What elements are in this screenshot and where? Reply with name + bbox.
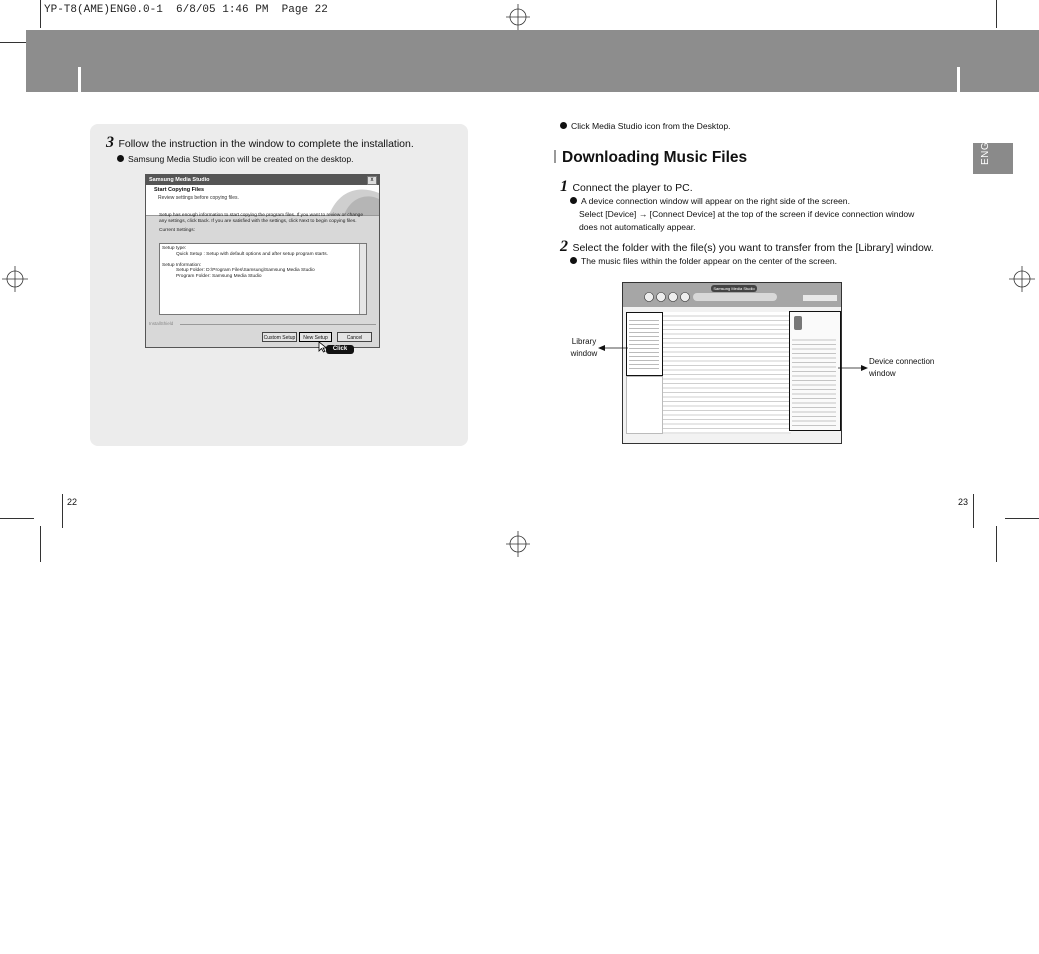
custom-setup-button[interactable]: Custom Setup [262, 332, 297, 342]
heading-bar [554, 150, 556, 163]
crop-mark [1005, 518, 1039, 519]
click-badge: Click [326, 345, 354, 354]
dialog-message: Setup has enough information to start copying the program files. If you want to review or change any settings, click Back. If you are satisfied with the settings, click Next to begin copying files. [159, 213, 363, 224]
section-heading [554, 149, 747, 167]
intro-bullet [560, 120, 731, 133]
settings-line: Setup type: [162, 246, 187, 251]
language-tab [973, 143, 1013, 174]
device-connection-window [789, 311, 841, 431]
library-tree [629, 317, 659, 372]
registration-mark-icon [506, 531, 530, 557]
dialog-header [146, 185, 379, 216]
bullet-icon [570, 257, 577, 264]
media-studio-screenshot [622, 282, 842, 444]
settings-line: Setup Folder: D:\Program Files\Samsung\Samsung Media Studio [176, 268, 315, 274]
crop-mark [0, 518, 34, 519]
library-label-line: Library [571, 337, 597, 346]
step-number: 3 [106, 134, 114, 151]
media-studio-toolbar [623, 283, 841, 307]
settings-line: Program Folder: Samsung Media Studio [176, 274, 262, 280]
header-banner [26, 30, 1039, 92]
step-3-bullet [117, 153, 353, 166]
step-number: 1 [560, 178, 568, 195]
dialog-title: Samsung Media Studio [146, 175, 379, 185]
device-file-list [792, 336, 836, 426]
crop-mark [40, 526, 41, 562]
print-header: YP-T8(AME)ENG0.0-1 6/8/05 1:46 PM Page 22 [44, 4, 328, 16]
cancel-button[interactable]: Cancel [337, 332, 372, 342]
player-icon [794, 316, 802, 330]
step-text: Follow the instruction in the window to complete the installation. [118, 138, 414, 150]
media-studio-title: Samsung Media Studio [711, 285, 757, 292]
heading-text: Downloading Music Files [562, 149, 748, 166]
arrow-right-icon [838, 364, 868, 372]
bullet-icon [560, 122, 567, 129]
banner-tick [78, 67, 81, 92]
crop-mark [996, 526, 997, 562]
library-window [626, 312, 663, 376]
search-box [803, 295, 837, 301]
page-number-left: 22 [67, 497, 78, 507]
step-1-bullets [570, 195, 914, 234]
crop-mark [996, 0, 997, 28]
arrow-left-icon [598, 344, 628, 352]
settings-line: Setup Information: [162, 262, 202, 268]
step-2-bullet [570, 255, 837, 268]
bullet-icon [117, 155, 124, 162]
step-2 [560, 238, 934, 256]
step-number: 2 [560, 238, 568, 255]
page-number-rule [973, 494, 974, 528]
device-label-line: window [869, 369, 896, 378]
close-icon[interactable]: x [367, 176, 377, 185]
library-label-line: window [570, 349, 598, 358]
bullet-text: Click Media Studio icon from the Desktop. [571, 121, 731, 131]
installshield-brand: InstallShield [149, 321, 174, 326]
device-label-line: Device connection [869, 357, 935, 366]
settings-scrollbar[interactable] [359, 244, 366, 314]
new-setup-button[interactable]: New Setup [299, 332, 332, 342]
library-callout-label [570, 336, 598, 360]
bullet-text: Select [Device] → [Connect Device] at the top of the screen if device connection window [579, 209, 915, 219]
library-lower-pane [626, 376, 663, 434]
current-settings-label: Current Settings: [159, 228, 195, 233]
step-3 [106, 134, 414, 152]
step-1 [560, 178, 693, 196]
bullet-text: does not automatically appear. [579, 222, 696, 232]
bullet-icon [570, 197, 577, 204]
progress-display [693, 293, 777, 301]
bullet-text: The music files within the folder appear on the center of the screen. [581, 256, 838, 266]
registration-mark-icon [1009, 266, 1035, 292]
language-tab-label: ENG [980, 141, 991, 165]
playback-controls-icon [643, 291, 691, 303]
step-text: Select the folder with the file(s) you want to transfer from the [Library] window. [572, 242, 934, 254]
page-number-rule [62, 494, 63, 528]
dialog-header-title: Start Copying Files [154, 187, 205, 193]
file-list [663, 312, 791, 434]
bullet-text: Samsung Media Studio icon will be created on the desktop. [128, 154, 354, 164]
dialog-divider [180, 324, 376, 325]
device-callout-label [869, 356, 934, 380]
registration-mark-icon [506, 4, 530, 30]
step-text: Connect the player to PC. [572, 182, 693, 194]
decorative-swirl-icon [319, 185, 379, 215]
settings-box [159, 243, 367, 315]
registration-mark-icon [2, 266, 28, 292]
banner-tick [957, 67, 960, 92]
crop-mark [40, 0, 41, 28]
bullet-text: A device connection window will appear on the right side of the screen. [581, 196, 850, 206]
settings-line: Quick Setup : Setup with default options and after setup program starts. [176, 251, 328, 257]
page-number-right: 23 [958, 497, 969, 507]
dialog-header-subtitle: Review settings before copying files. [158, 195, 239, 201]
installer-dialog [145, 174, 380, 348]
dialog-body [159, 213, 369, 234]
